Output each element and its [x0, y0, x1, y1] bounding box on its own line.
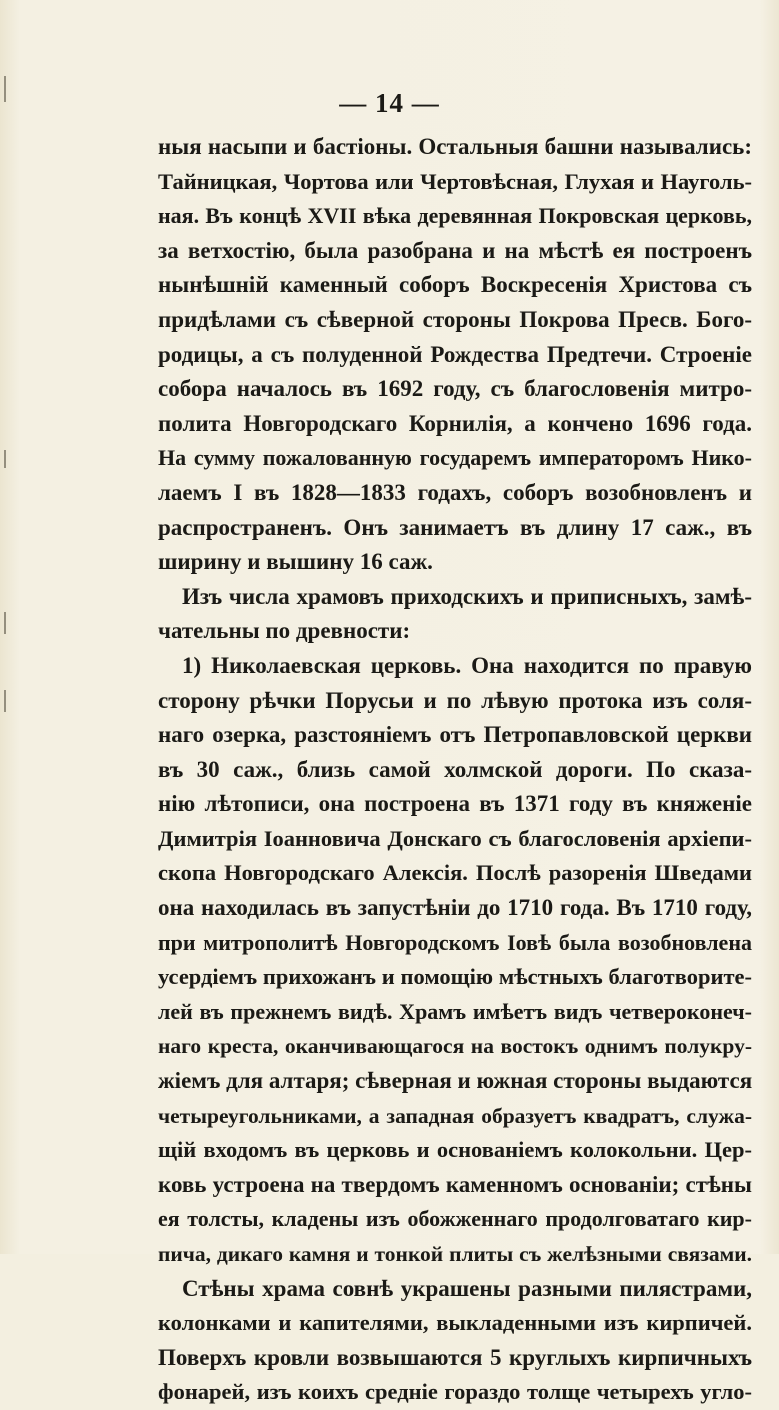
margin-mark — [4, 612, 6, 634]
margin-mark — [4, 450, 6, 468]
text-line: распространенъ. Онъ занимаетъ въ длину 17 саж., въ — [158, 514, 752, 540]
margin-mark — [4, 690, 6, 712]
text-line: усердіемъ прихожанъ и помощію мѣстныхъ благотворите- — [158, 964, 752, 990]
text-line: чательны по древности: — [158, 618, 411, 644]
text-line: сторону рѣчки Порусьи и по лѣвую протока изъ соля- — [158, 687, 752, 713]
text-line: лаемъ I въ 1828—1833 годахъ, соборъ возобновленъ и — [158, 479, 752, 505]
text-line: скопа Новгородскаго Алексія. Послѣ разоренія Шведами — [158, 860, 752, 886]
text-line: придѣлами съ сѣверной стороны Покрова Пресв. Бого- — [158, 306, 752, 332]
text-line: ширину и вышину 16 саж. — [158, 549, 433, 575]
text-line: ея толсты, кладены изъ обожженнаго продолговатаго кир- — [158, 1206, 752, 1232]
page-number: — 14 — — [339, 88, 440, 118]
text-line: четыреугольниками, а западная образуетъ квадратъ, служа- — [158, 1103, 752, 1128]
text-line: полита Новгородскаго Корнилія, а кончено 1696 года. — [158, 410, 752, 436]
text-line: нію лѣтописи, она построена въ 1371 году въ княженіе — [158, 791, 752, 817]
text-line: На сумму пожалованную государемъ императоромъ Нико- — [158, 445, 752, 471]
text-line: колонками и капителями, выкладенными изъ кирпичей. — [158, 1310, 752, 1336]
text-line: 1) Николаевская церковь. Она находится по правую — [182, 652, 752, 678]
text-line: ковь устроена на твердомъ каменномъ основаніи; стѣны — [158, 1171, 752, 1197]
text-line: она находилась въ запустѣніи до 1710 года. Въ 1710 году, — [158, 895, 752, 921]
text-line: за ветхостію, была разобрана и на мѣстѣ ея построенъ — [158, 237, 752, 263]
text-line: Стѣны храма совнѣ украшены разными пилястрами, — [182, 1275, 752, 1301]
text-line: родицы, а съ полуденной Рождества Предтечи. Строеніе — [158, 341, 752, 367]
text-line: нынѣшній каменный соборъ Воскресенія Христова съ — [158, 272, 752, 298]
text-line: наго креста, оканчивающагося на востокъ однимъ полукру- — [158, 1034, 752, 1059]
text-line: наго озерка, разстояніемъ отъ Петропавловской церкви — [158, 722, 752, 748]
text-line: Изъ числа храмовъ приходскихъ и приписныхъ, замѣ- — [182, 583, 752, 609]
text-line: щій входомъ въ церковь и основаніемъ колокольни. Цер- — [158, 1137, 752, 1163]
text-line: фонарей, изъ коихъ средніе гораздо толще четырехъ угло- — [158, 1379, 752, 1405]
text-line: Димитрія Іоанновича Донскаго съ благословенія архіепи- — [158, 825, 752, 851]
text-line: ная. Въ концѣ XVII вѣка деревянная Покровская церковь, — [158, 203, 752, 229]
text-line: лей въ прежнемъ видѣ. Храмъ имѣетъ видъ четвероконеч- — [158, 998, 752, 1024]
text-line: жіемъ для алтаря; сѣверная и южная стороны выдаются — [158, 1068, 752, 1094]
text-line: пича, дикаго камня и тонкой плиты съ желѣзными связами. — [158, 1242, 752, 1266]
page-body-text — [158, 130, 752, 1410]
text-line: при митрополитѣ Новгородскомъ Іовѣ была возобновлена — [158, 929, 752, 955]
text-line: Тайницкая, Чортова или Чертовѣсная, Глухая и Науголь- — [158, 168, 752, 194]
text-line: собора началось въ 1692 году, съ благословенія митро- — [158, 376, 752, 402]
text-line: ныя насыпи и бастіоны. Остальныя башни назывались: — [158, 134, 752, 159]
text-line: въ 30 саж., близь самой холмской дороги. По сказа- — [158, 756, 752, 782]
text-line: Поверхъ кровли возвышаются 5 круглыхъ кирпичныхъ — [158, 1344, 752, 1370]
